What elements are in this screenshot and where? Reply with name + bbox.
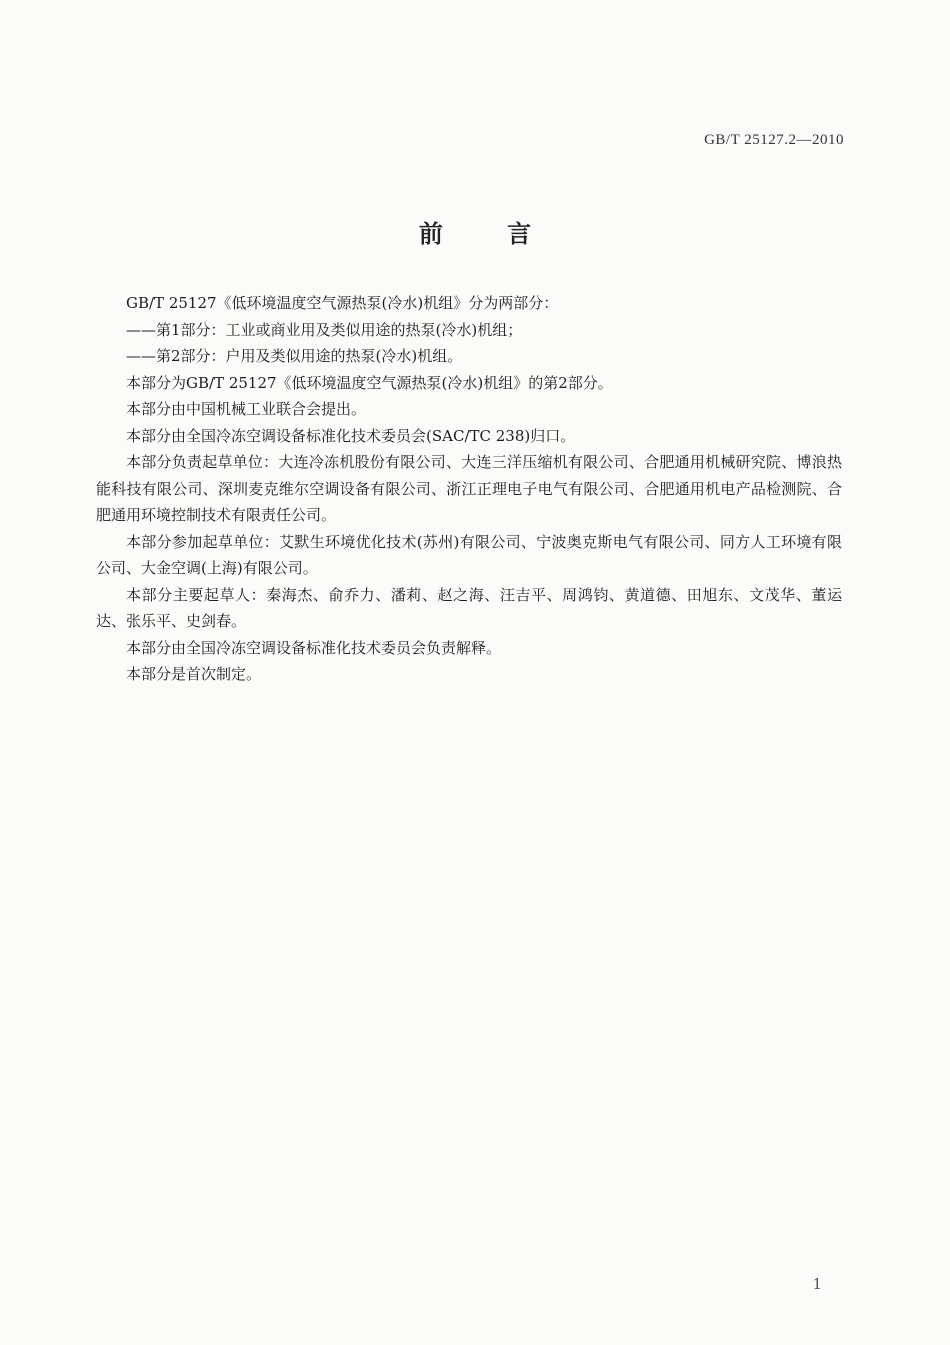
- standard-code: GB/T 25127.2—2010: [704, 132, 844, 148]
- paragraph-first-edition: 本部分是首次制定。: [126, 665, 262, 683]
- foreword-body: [96, 290, 842, 688]
- paragraph-interpretation: 本部分由全国冷冻空调设备标准化技术委员会负责解释。: [126, 638, 502, 657]
- list-item-part-1: ——第1部分：工业或商业用及类似用途的热泵(冷水)机组；: [126, 320, 523, 339]
- paragraph-part-statement: 本部分为GB/T 25127《低环境温度空气源热泵(冷水)机组》的第2部分。: [126, 373, 613, 392]
- paragraph-drafting-units: 本部分负责起草单位：大连冷冻机股份有限公司、大连三洋压缩机有限公司、合肥通用机械研究院、博浪热能科技有限公司、深圳麦克维尔空调设备有限公司、浙江正理电子电气有限公司、合肥通用机电产品检测院、合肥通用环境控制技术有限责任公司。: [96, 453, 842, 524]
- page-number: 1: [812, 1275, 822, 1293]
- list-item-part-2: ——第2部分：户用及类似用途的热泵(冷水)机组。: [126, 347, 463, 365]
- page-title: 前 言: [418, 219, 560, 248]
- paragraph-main-drafters: 本部分主要起草人：秦海杰、俞乔力、潘莉、赵之海、汪吉平、周鸿钧、黄道德、田旭东、文茂华、董运达、张乐平、史剑春。: [96, 585, 842, 630]
- paragraph-centralized-by: 本部分由全国冷冻空调设备标准化技术委员会(SAC/TC 238)归口。: [126, 426, 576, 445]
- paragraph-participating-units: 本部分参加起草单位：艾默生环境优化技术(苏州)有限公司、宁波奥克斯电气有限公司、同方人工环境有限公司、大金空调(上海)有限公司。: [96, 532, 842, 577]
- paragraph-intro: GB/T 25127《低环境温度空气源热泵(冷水)机组》分为两部分：: [126, 294, 559, 312]
- paragraph-proposed-by: 本部分由中国机械工业联合会提出。: [126, 400, 367, 418]
